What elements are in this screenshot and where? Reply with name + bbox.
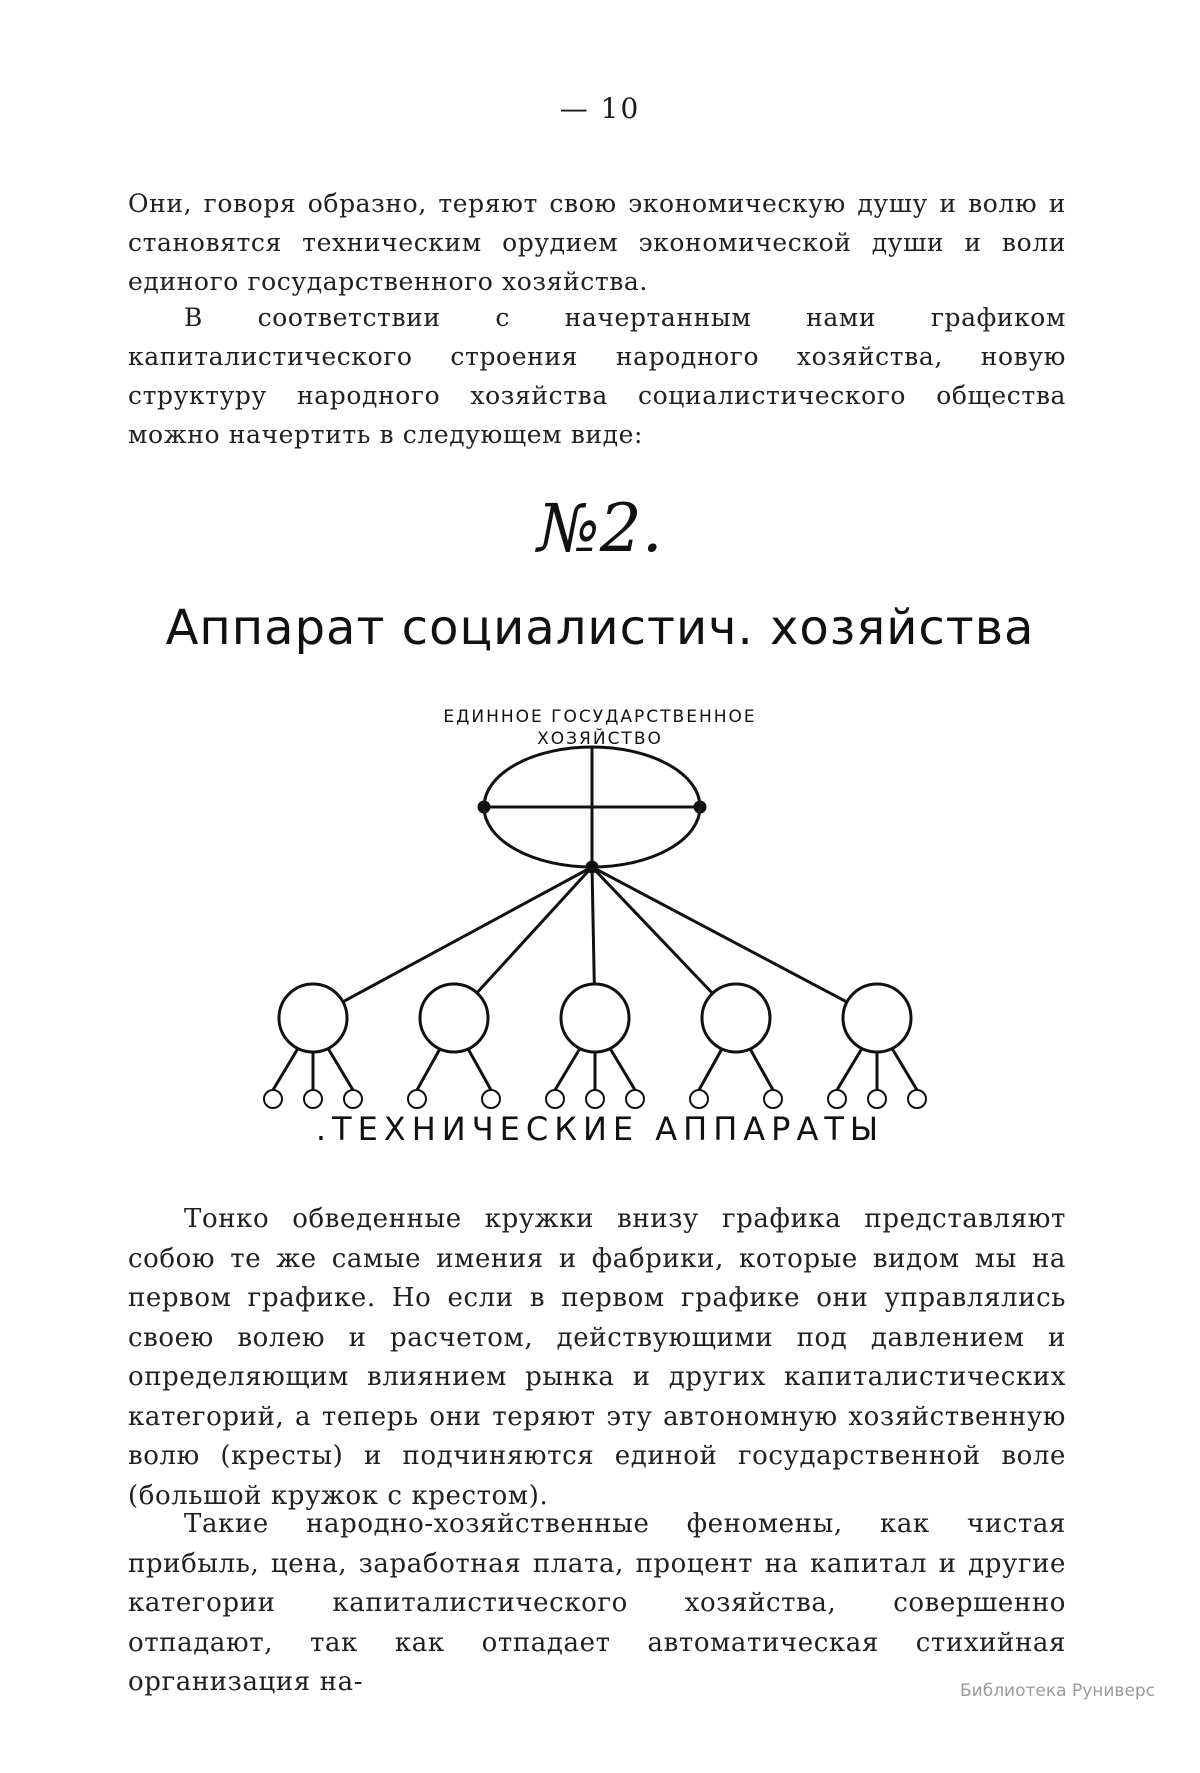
technical-apparatus-circle [482,1090,500,1108]
sub-connector-line [610,1049,635,1091]
connector-line [343,867,592,1002]
sub-connector-line [555,1049,580,1091]
technical-apparatus-circle [764,1090,782,1108]
sub-connector-line [468,1049,491,1090]
enterprise-circle [279,984,347,1052]
state-economy-label-line2: ХОЗЯЙСТВО [537,729,663,749]
technical-apparatus-circle [264,1090,282,1108]
sub-connector-line [750,1049,773,1090]
connector-line [477,867,592,993]
paragraph-4: Такие народно-хозяйственные феномены, как чистая прибыль, цена, заработная плата, процент на капитал и другие категории капиталистического хозяйства, совершенно отпадают, так как отпадает автоматическая стихийная организация на- [128,1509,1066,1697]
paragraph-3: Тонко обведенные кружки внизу графика представляют собою те же самые имения и фабрики, которые видом мы на первом графике. Но если в первом графике они управлялись своею волею и расчетом, действующими под давлением и определяющим влиянием рынка и других капиталистических категорий, а теперь они теряют эту автономную хозяйственную волю (кресты) и подчиняются единой государственной воле (большой кружок с крестом). [128,1204,1066,1511]
enterprise-circle [561,984,629,1052]
sub-connector-line [417,1049,440,1090]
connector-line [592,867,594,984]
paragraph-2: В соответствии с начертанным нами графиком капиталистического строения народного хозяйства, новую структуру народного хозяйства социалистического общества можно начертить в следующем виде: [128,303,1066,449]
technical-apparatus-circle [828,1090,846,1108]
sub-connector-line [892,1049,917,1091]
technical-apparatus-circle [868,1090,886,1108]
technical-apparatus-circle [690,1090,708,1108]
technical-apparatus-circle [546,1090,564,1108]
enterprise-circle [702,984,770,1052]
technical-apparatus-circle [908,1090,926,1108]
enterprise-circle [420,984,488,1052]
ellipse-left-node [479,802,489,812]
sub-connector-line [273,1049,298,1091]
technical-apparatus-circle [344,1090,362,1108]
technical-apparatus-label: .ТЕХНИЧЕСКИЕ АППАРАТЫ [315,1110,885,1148]
paragraph-1: Они, говоря образно, теряют свою экономическую душу и волю и становятся техническим орудием экономической души и воли единого государственного хозяйства. [128,189,1066,296]
state-economy-label-line1: ЕДИННОЕ ГОСУДАРСТВЕННОЕ [443,707,757,727]
technical-apparatus-circle [408,1090,426,1108]
sub-connector-line [699,1049,722,1090]
sub-connector-line [328,1049,353,1091]
figure-number: №2. [537,490,663,567]
technical-apparatus-circle [626,1090,644,1108]
technical-apparatus-circle [304,1090,322,1108]
connector-line [592,867,713,993]
page-number: — 10 [559,92,641,125]
technical-apparatus-circle [586,1090,604,1108]
enterprise-circle [843,984,911,1052]
library-watermark: Библиотека Руниверс [960,1681,1156,1701]
connector-line [592,867,847,1002]
sub-connector-line [837,1049,862,1091]
figure-title: Аппарат социалистич. хозяйства [165,600,1035,656]
ellipse-right-node [695,802,705,812]
